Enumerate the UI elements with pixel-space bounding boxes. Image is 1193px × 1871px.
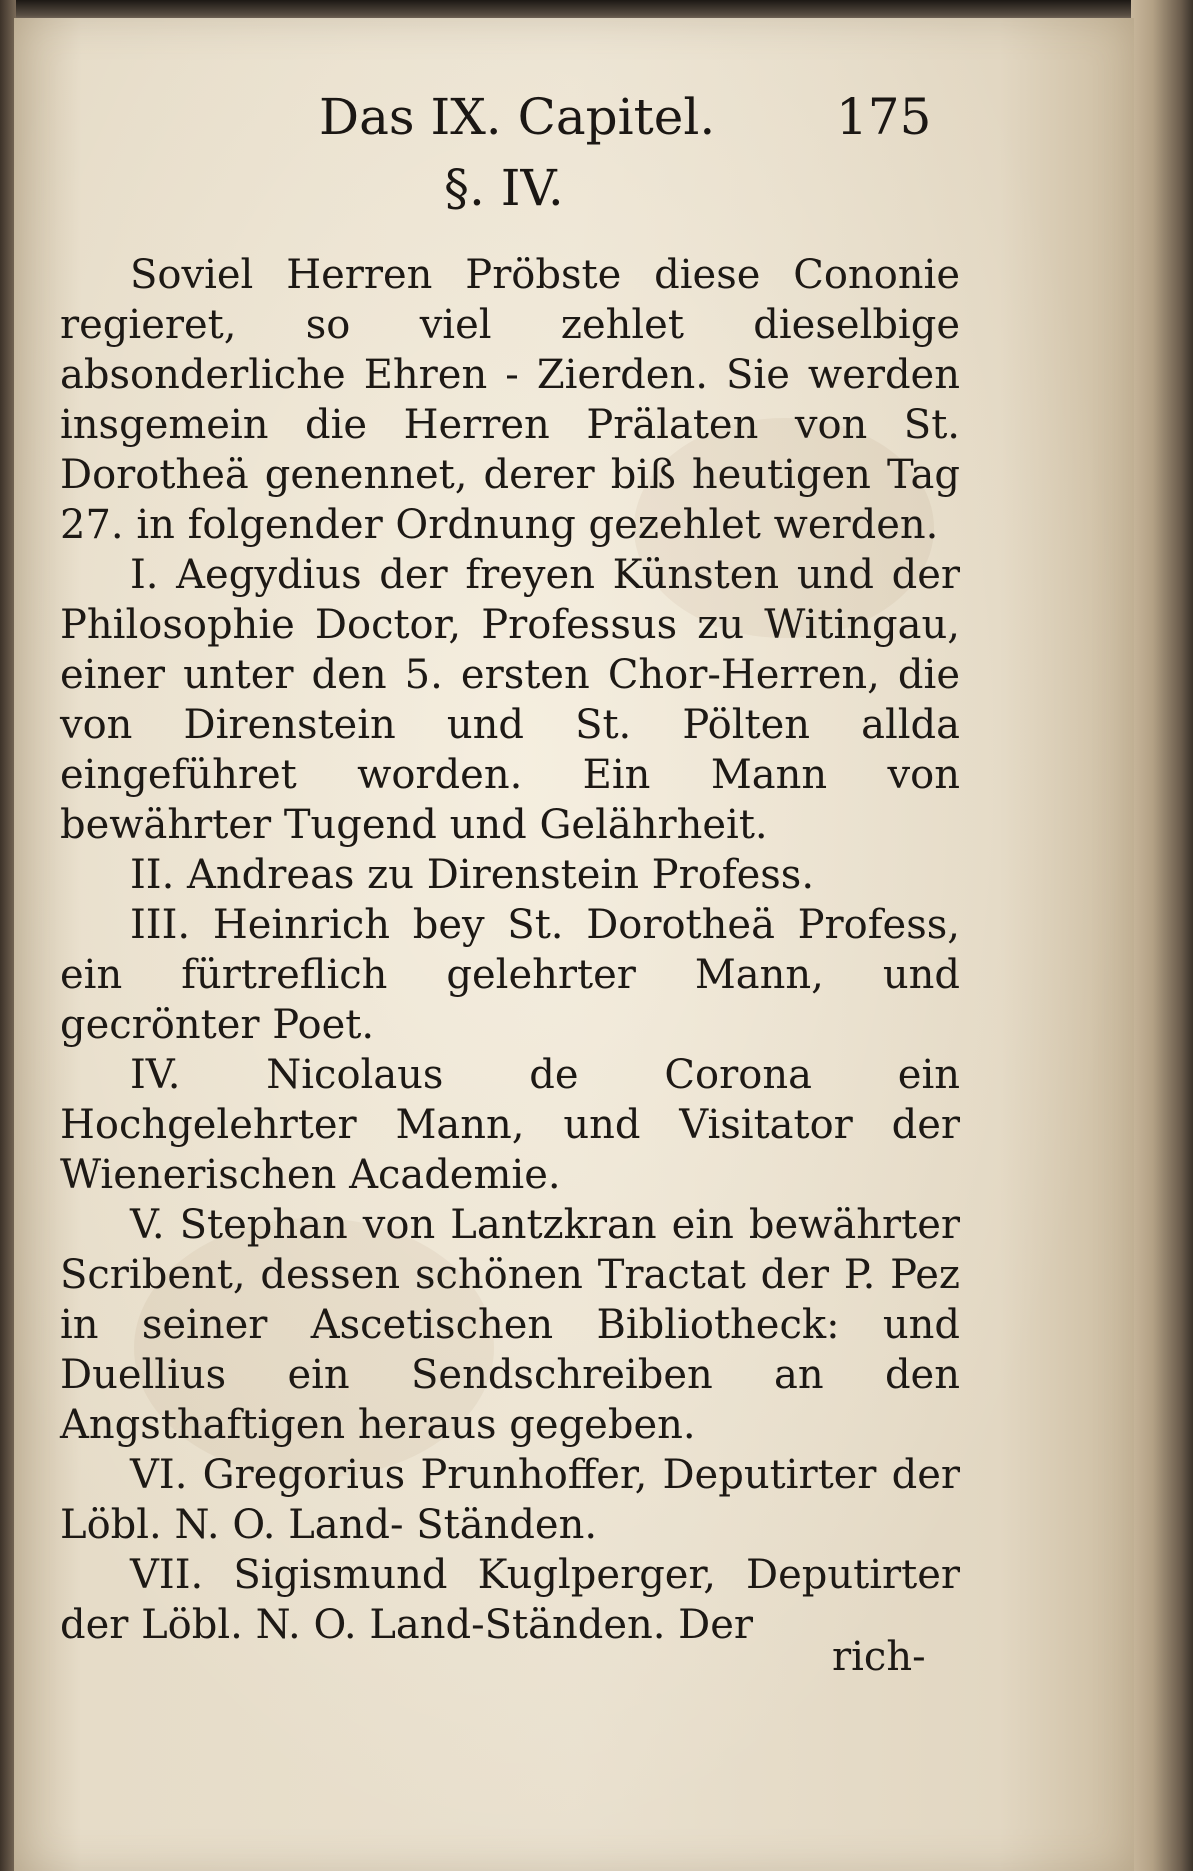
provost-entry-2: II. Andreas zu Direnstein Profess.	[130, 852, 815, 898]
section-heading: §. IV.	[444, 159, 564, 217]
provost-entry-6: VI. Gregorius Prunhoffer, Deputirter der Löbl. N. O. Land- Ständen.	[60, 1452, 960, 1548]
provost-entry-1: I. Aegydius der freyen Künsten und der Philosophie Doctor, Professus zu Witingau, einer unter den 5. ersten Chor-Herren, die von Direnstein und St. Pölten allda eingeführet worden. Ein Mann von bewährter Tugend und Gelährheit.	[60, 552, 960, 848]
catch-word: rich-	[832, 1634, 926, 1680]
book-page	[14, 18, 1134, 1871]
intro-paragraph: Soviel Herren Pröbste diese Cononie regieret, so viel zehlet dieselbige absonderliche Ehren - Zierden. Sie werden insgemein die Herren Prälaten von St. Dorotheä genennet, derer biß heutigen Tag 27. in folgender Ordnung gezehlet werden.	[60, 252, 960, 548]
page-header	[14, 82, 1134, 152]
body-text	[60, 250, 960, 1650]
page-number: 175	[836, 88, 932, 146]
provost-entry-7: VII. Sigismund Kuglperger, Deputirter der Löbl. N. O. Land-Ständen. Der	[60, 1552, 960, 1648]
page-edges	[1131, 0, 1193, 1871]
running-title: Das IX. Capitel.	[319, 88, 716, 146]
provost-entry-5: V. Stephan von Lantzkran ein bewährter Scribent, dessen schönen Tractat der P. Pez in seiner Ascetischen Bibliotheck: und Duellius ein Sendschreiben an den Angsthaftigen heraus gegeben.	[60, 1202, 960, 1448]
provost-entry-3: III. Heinrich bey St. Dorotheä Profess, ein fürtreflich gelehrter Mann, und gecrönter Poet.	[60, 902, 960, 1048]
provost-entry-4: IV. Nicolaus de Corona ein Hochgelehrter Mann, und Visitator der Wienerischen Academie.	[60, 1052, 960, 1198]
